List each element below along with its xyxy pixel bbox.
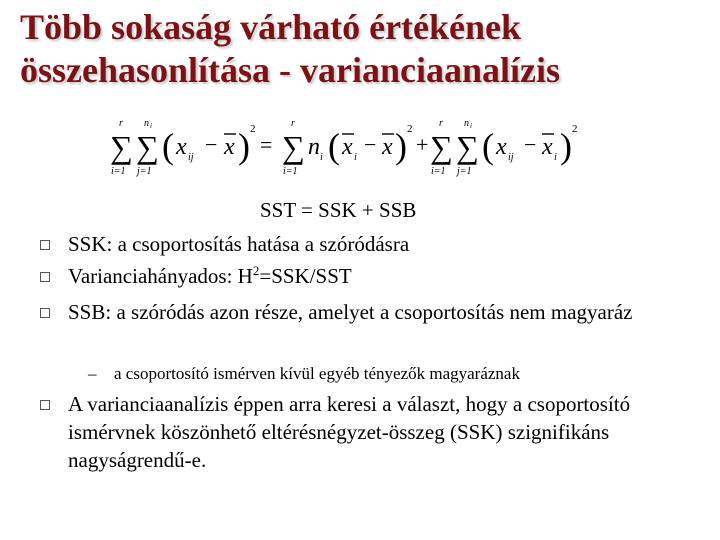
bullet-anova-question <box>40 390 680 474</box>
sum-lower: j=1 <box>457 166 472 177</box>
var-x: x <box>176 134 187 160</box>
op-minus: − <box>524 132 537 157</box>
var-sub: i <box>354 152 357 163</box>
bullet-ssk <box>40 230 680 258</box>
sum-sign: ∑ <box>282 129 305 165</box>
bullet-text: SSB: a szóródás azon része, amelyet a csoportosítás nem magyaráz <box>68 300 633 324</box>
exponent: 2 <box>572 123 578 135</box>
var-x-mean: x <box>342 134 353 160</box>
sum-upper: r <box>291 118 295 129</box>
var-sub: i <box>320 152 323 163</box>
hollow-square-bullet-icon <box>40 308 50 318</box>
bullet-text-after: =SSK/SST <box>259 264 352 288</box>
sum-lower: i=1 <box>283 166 298 177</box>
sum-sign: ∑ <box>110 129 133 165</box>
sum-upper: n <box>464 118 469 129</box>
sub-bullet <box>88 364 520 384</box>
var-sub: ij <box>188 152 194 163</box>
hollow-square-bullet-icon <box>40 272 50 282</box>
var-sub: i <box>554 152 557 163</box>
bullet-text: SSK: a csoportosítás hatása a szóródásra <box>68 232 410 256</box>
var-x-mean: x <box>542 134 553 160</box>
sum-upper-sub: i <box>470 122 472 130</box>
bullet-ssb <box>40 298 680 326</box>
bullet-text <box>68 262 680 290</box>
exponent: 2 <box>407 123 413 135</box>
hollow-square-bullet-icon <box>40 400 50 410</box>
sub-bullet-text: a csoportosító ismérven kívül egyéb tényezők magyaráznak <box>114 364 520 383</box>
sum-sign: ∑ <box>456 129 479 165</box>
var-sub: ij <box>508 152 514 163</box>
bullet-text-before: Varianciahányados: H <box>68 264 253 288</box>
sum-upper: r <box>439 118 443 129</box>
sum-upper: r <box>119 118 123 129</box>
var-x: x <box>496 134 507 160</box>
sum-lower: j=1 <box>137 166 152 177</box>
paren: ( <box>328 126 340 166</box>
superscript: 2 <box>252 263 260 278</box>
var-x-mean: x <box>382 134 393 160</box>
op-minus: − <box>364 132 377 157</box>
sum-upper: n <box>144 118 149 129</box>
paren: ) <box>238 126 250 166</box>
paren: ) <box>395 126 407 166</box>
sst-equation: SST = SSK + SSB <box>260 198 417 222</box>
sum-upper-sub: i <box>150 122 152 130</box>
paren: ( <box>482 126 494 166</box>
op-equals: = <box>260 132 273 157</box>
paren: ( <box>162 126 174 166</box>
sum-sign: ∑ <box>430 129 453 165</box>
hollow-square-bullet-icon <box>40 240 50 250</box>
slide-title: Több sokaság várható értékének összehasonlítása - varianciaanalízis <box>20 7 561 90</box>
op-plus: + <box>416 132 429 157</box>
op-minus: − <box>205 132 218 157</box>
sum-lower: i=1 <box>111 166 126 177</box>
bullet-variance-ratio <box>40 262 680 290</box>
var-n: n <box>308 134 320 160</box>
exponent: 2 <box>250 123 256 135</box>
bullet-text: A varianciaanalízis éppen arra keresi a választ, hogy a csoportosító ismérvnek köszönhető eltérésnégyzet-összeg (SSK) szignifikáns nagyságrendű-e. <box>68 392 631 472</box>
paren: ) <box>560 126 572 166</box>
dash-bullet-icon: – <box>88 364 97 383</box>
anova-sum-of-squares-formula <box>110 114 580 180</box>
var-x-mean: x <box>224 134 235 160</box>
sum-lower: i=1 <box>431 166 446 177</box>
sum-sign: ∑ <box>136 129 159 165</box>
